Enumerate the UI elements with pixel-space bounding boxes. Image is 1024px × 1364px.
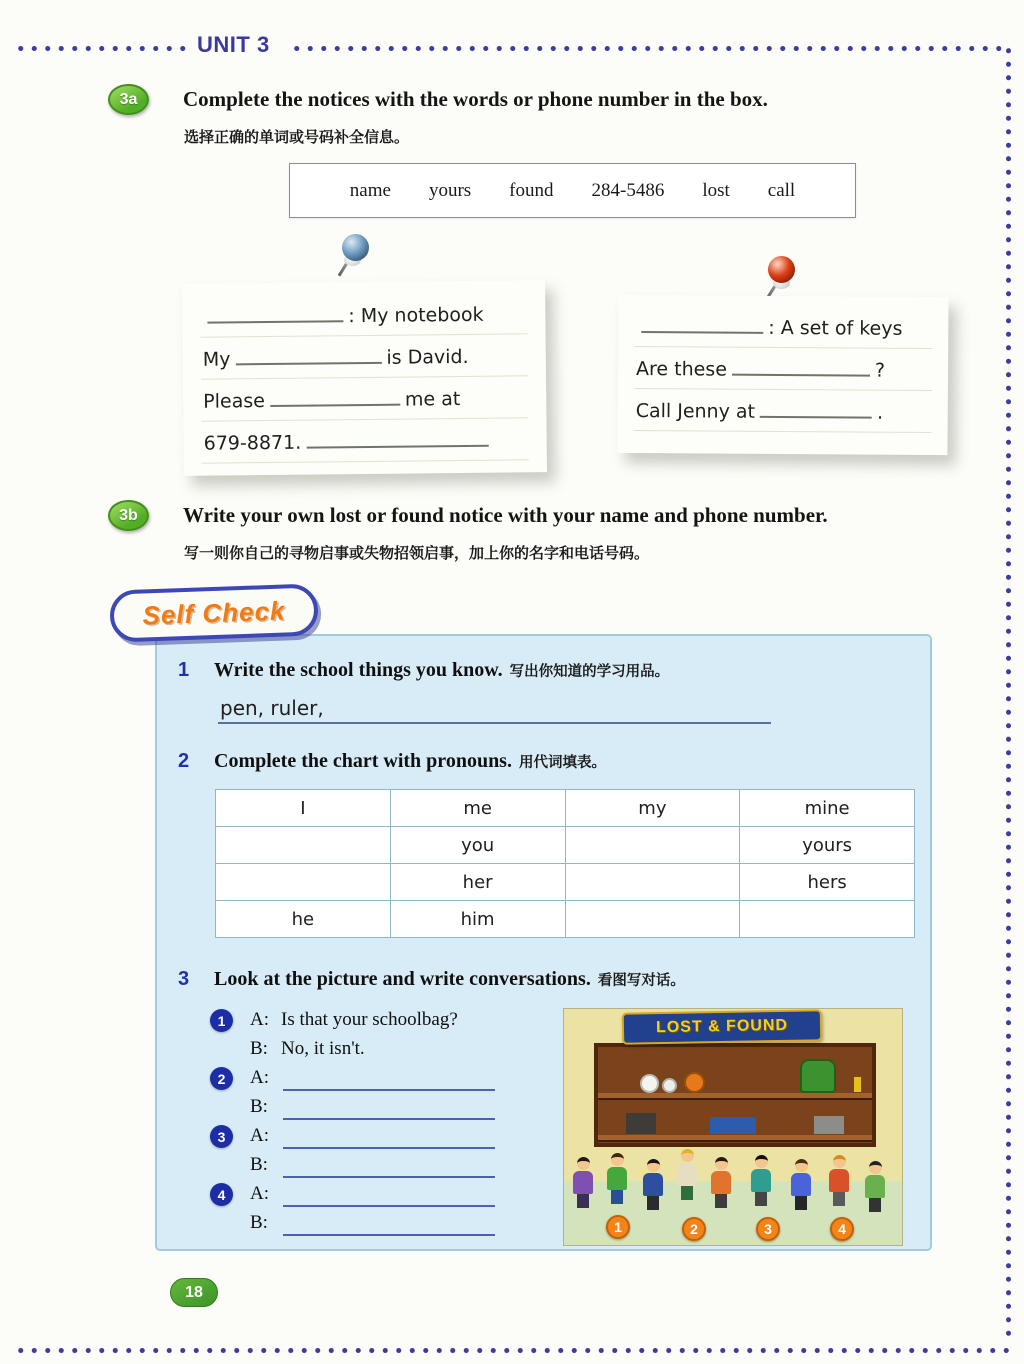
- lost-found-illustration: [563, 1008, 903, 1246]
- ball-icon: [662, 1078, 677, 1093]
- item-3-heading: [214, 968, 685, 991]
- notice-lost-notebook: [182, 280, 547, 476]
- pronoun-chart: [215, 789, 915, 938]
- notice-text: is David.: [386, 345, 469, 369]
- picture-marker: 3: [756, 1217, 780, 1241]
- speaker-label-b: B:: [250, 1212, 268, 1233]
- speaker-label-a: A:: [250, 1067, 269, 1088]
- box-icon: [626, 1113, 656, 1134]
- speaker-label-b: B:: [250, 1038, 268, 1059]
- conversation-a-text: Is that your schoolbag?: [281, 1009, 458, 1030]
- key-icon: [854, 1077, 861, 1092]
- notice-text: .: [876, 401, 884, 424]
- page-number-badge: 18: [170, 1278, 218, 1307]
- chart-cell: [216, 827, 391, 864]
- section-3a-subtitle-cn: 选择正确的单词或号码补全信息。: [184, 128, 410, 146]
- notice-text: : My notebook: [348, 303, 484, 328]
- child-figure: [674, 1149, 700, 1200]
- basketball-icon: [684, 1072, 705, 1093]
- conversation-b-text: No, it isn't.: [281, 1038, 365, 1059]
- right-dotted-border: [1004, 44, 1013, 1344]
- chart-cell: [565, 827, 740, 864]
- self-check-label: Self Check: [142, 595, 286, 630]
- chart-cell: [565, 901, 740, 938]
- speaker-label-a: A:: [250, 1183, 269, 1204]
- unit-title: UNIT 3: [197, 32, 270, 57]
- chart-cell: him: [390, 901, 565, 938]
- picture-marker: 4: [830, 1217, 854, 1241]
- word-box-item: yours: [428, 179, 472, 201]
- section-3b-badge: 3b: [108, 500, 149, 531]
- top-dotted-border-left: [14, 44, 186, 53]
- lost-and-found-sign: [622, 1009, 823, 1044]
- fill-blank: [235, 336, 381, 366]
- notice-text: My: [202, 348, 231, 371]
- shelf-board: [598, 1135, 872, 1142]
- fill-blank: [732, 348, 870, 377]
- item-1-answer: pen, ruler,: [220, 696, 324, 720]
- answer-blank: [283, 1212, 495, 1236]
- chart-cell: [565, 864, 740, 901]
- chart-cell: [216, 864, 391, 901]
- notice-text: ?: [874, 359, 886, 382]
- answer-blank: [283, 1183, 495, 1207]
- picture-marker: 1: [606, 1215, 630, 1239]
- speaker-label-b: B:: [250, 1154, 268, 1175]
- item-2-title-cn: 用代词填表。: [518, 755, 606, 771]
- speaker-label-a: A:: [250, 1125, 269, 1146]
- item-3-title: Look at the picture and write conversations.: [214, 968, 591, 990]
- child-figure: [862, 1161, 888, 1212]
- chart-row: [216, 901, 915, 938]
- backpack-icon: [800, 1059, 836, 1093]
- fill-blank: [207, 294, 343, 323]
- pin-ball: [342, 234, 369, 261]
- top-dotted-border-right: [290, 44, 1010, 53]
- chart-cell: me: [390, 790, 565, 827]
- notice-line: [634, 305, 932, 349]
- blue-pushpin-icon: [336, 234, 372, 282]
- chart-cell: her: [390, 864, 565, 901]
- answer-blank: [283, 1154, 495, 1178]
- child-figure: [640, 1159, 666, 1210]
- section-3b-title: Write your own lost or found notice with your name and phone number.: [183, 503, 828, 527]
- notice-text: 679-8871.: [203, 431, 302, 455]
- shelf-board: [598, 1093, 872, 1100]
- answer-blank: [283, 1125, 495, 1149]
- chart-cell: mine: [740, 790, 915, 827]
- item-3-title-cn: 看图写对话。: [597, 973, 685, 989]
- books-icon: [710, 1117, 756, 1134]
- chart-cell: [740, 901, 915, 938]
- child-figure: [604, 1153, 630, 1204]
- word-box-item: name: [349, 179, 391, 201]
- self-check-badge: [109, 583, 319, 642]
- item-2-title: Complete the chart with pronouns.: [214, 750, 512, 772]
- chart-row: [216, 864, 915, 901]
- item-1-number: 1: [178, 659, 190, 681]
- item-3-number: 3: [178, 968, 190, 990]
- notice-text: : A set of keys: [768, 316, 903, 340]
- picture-marker: 2: [682, 1217, 706, 1241]
- item-1-title-cn: 写出你知道的学习用品。: [509, 664, 670, 680]
- fill-blank: [760, 390, 872, 419]
- item-1-heading: [214, 659, 669, 682]
- word-box-item: 284-5486: [591, 179, 665, 201]
- notice-text: me at: [404, 387, 461, 411]
- item-2-number: 2: [178, 750, 190, 772]
- chart-row: [216, 790, 915, 827]
- fill-blank: [306, 419, 488, 449]
- item-1-title: Write the school things you know.: [214, 659, 503, 681]
- child-figure: [570, 1157, 596, 1208]
- bottom-dotted-border: [14, 1346, 1010, 1355]
- child-figure: [788, 1159, 814, 1210]
- child-figure: [826, 1155, 852, 1206]
- notice-found-keys: [617, 295, 948, 455]
- item-1-answer-line: [218, 688, 771, 724]
- chart-cell: I: [216, 790, 391, 827]
- sign-text: LOST & FOUND: [655, 1016, 789, 1037]
- chart-cell: he: [216, 901, 391, 938]
- pencil-case-icon: [814, 1116, 844, 1134]
- pin-ball: [768, 256, 795, 283]
- chart-cell: yours: [740, 827, 915, 864]
- speaker-label-b: B:: [250, 1096, 268, 1117]
- chart-cell: you: [390, 827, 565, 864]
- child-figure: [708, 1157, 734, 1208]
- notice-line: [634, 389, 932, 433]
- speaker-label-a: A:: [250, 1009, 269, 1030]
- section-3a-title: Complete the notices with the words or phone number in the box.: [183, 87, 768, 111]
- section-3b-subtitle-cn: 写一则你自己的寻物启事或失物招领启事，加上你的名字和电话号码。: [184, 544, 650, 562]
- conversation-number-badge: 1: [210, 1009, 233, 1032]
- section-3a-badge: 3a: [108, 84, 149, 115]
- fill-blank: [641, 305, 763, 334]
- item-2-heading: [214, 750, 606, 773]
- word-box-item: lost: [702, 179, 730, 201]
- conversation-number-badge: 4: [210, 1183, 233, 1206]
- fill-blank: [270, 378, 400, 407]
- notice-text: Are these: [635, 357, 728, 381]
- answer-blank: [283, 1067, 495, 1091]
- notice-text: Please: [203, 390, 266, 413]
- child-figure: [748, 1155, 774, 1206]
- word-box-item: call: [767, 179, 796, 201]
- notice-line: [634, 347, 932, 391]
- chart-row: [216, 827, 915, 864]
- answer-blank: [283, 1096, 495, 1120]
- notice-text: Call Jenny at: [635, 399, 756, 423]
- notice-line: [201, 418, 528, 463]
- word-box-item: found: [509, 179, 554, 201]
- notice-line: [200, 292, 527, 337]
- conversation-number-badge: 2: [210, 1067, 233, 1090]
- notice-line: [201, 334, 528, 379]
- chart-cell: hers: [740, 864, 915, 901]
- notice-line: [201, 376, 528, 421]
- conversation-number-badge: 3: [210, 1125, 233, 1148]
- word-box: [289, 163, 856, 218]
- chart-cell: my: [565, 790, 740, 827]
- volleyball-icon: [640, 1074, 659, 1093]
